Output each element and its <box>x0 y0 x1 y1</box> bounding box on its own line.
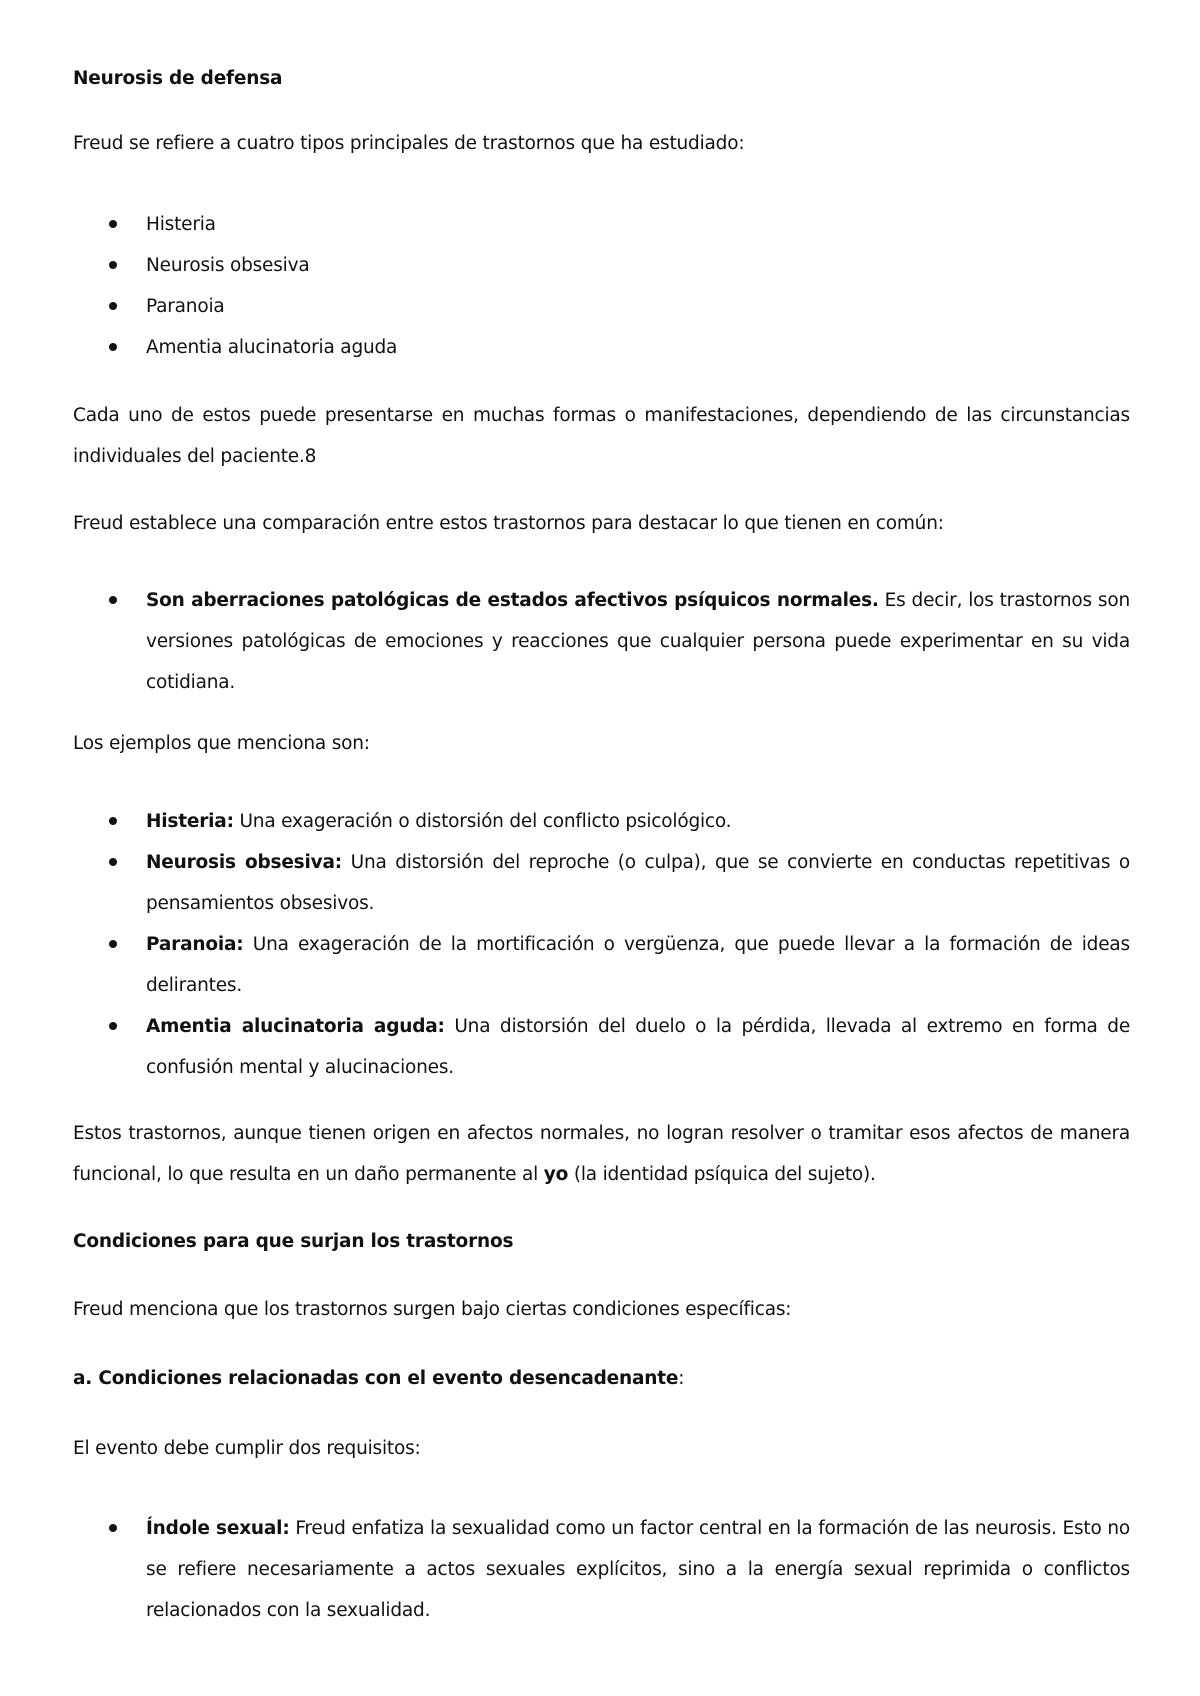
example-term: Histeria: <box>146 811 234 832</box>
requirement-text: Freud enfatiza la sexualidad como un factor central en la formación de las neurosis. Esto no se refiere necesariamente a actos sexuales explícitos, sino a la energía sexual reprimida o conflictos relacionados con la sexualidad. <box>146 1518 1130 1621</box>
list-item: Histeria <box>73 204 1130 245</box>
conditions-heading: Condiciones para que surjan los trastornos <box>73 1231 514 1252</box>
list-item <box>73 801 1130 842</box>
example-term: Neurosis obsesiva: <box>146 852 342 873</box>
examples-list <box>73 801 1130 1088</box>
list-item <box>73 1006 1130 1088</box>
common-feature-text: Es decir, los trastornos son versiones patológicas de emociones y reacciones que cualquier persona puede experimentar en su vida cotidiana. <box>146 590 1130 693</box>
bullet-icon <box>109 302 117 310</box>
list-item <box>73 842 1130 924</box>
bullet-icon <box>109 1524 117 1532</box>
event-heading: a. Condiciones relacionadas con el evento desencadenante: <box>73 1368 685 1389</box>
common-feature-term: Son aberraciones patológicas de estados afectivos psíquicos normales. <box>146 590 879 611</box>
list-item <box>73 924 1130 1006</box>
comparison-intro: Freud establece una comparación entre estos trastornos para destacar lo que tienen en común: <box>73 513 944 534</box>
bullet-icon <box>109 596 117 604</box>
event-intro: El evento debe cumplir dos requisitos: <box>73 1438 421 1459</box>
page-title: Neurosis de defensa <box>73 68 283 89</box>
list-item: Paranoia <box>73 286 1130 327</box>
list-item: Amentia alucinatoria aguda <box>73 327 1130 368</box>
example-text: Una exageración de la mortificación o vergüenza, que puede llevar a la formación de ideas delirantes. <box>146 934 1130 996</box>
requirements-list <box>73 1508 1130 1631</box>
disorder-types-list <box>73 204 1130 368</box>
bullet-icon <box>109 343 117 351</box>
yo-term: yo <box>543 1164 569 1185</box>
bullet-icon <box>109 261 117 269</box>
bullet-icon <box>109 817 117 825</box>
list-item <box>73 1508 1130 1631</box>
example-text: Una distorsión del duelo o la pérdida, llevada al extremo en forma de confusión mental y alucinaciones. <box>146 1016 1130 1078</box>
intro-paragraph: Freud se refiere a cuatro tipos principales de trastornos que ha estudiado: <box>73 133 745 154</box>
list-item <box>73 580 1130 703</box>
bullet-icon <box>109 220 117 228</box>
example-text: Una exageración o distorsión del conflicto psicológico. <box>233 811 732 832</box>
manifestations-paragraph: Cada uno de estos puede presentarse en muchas formas o manifestaciones, dependiendo de las circunstancias individuales del paciente.8 <box>73 405 1130 467</box>
example-term: Amentia alucinatoria aguda: <box>146 1016 445 1037</box>
common-feature-list <box>73 580 1130 703</box>
example-text: Una distorsión del reproche (o culpa), que se convierte en conductas repetitivas o pensamientos obsesivos. <box>146 852 1130 914</box>
example-term: Paranoia: <box>146 934 244 955</box>
requirement-term: Índole sexual: <box>146 1518 290 1539</box>
examples-intro: Los ejemplos que menciona son: <box>73 733 370 754</box>
bullet-icon <box>109 940 117 948</box>
bullet-icon <box>109 858 117 866</box>
conditions-intro: Freud menciona que los trastornos surgen bajo ciertas condiciones específicas: <box>73 1299 792 1320</box>
conclusion-paragraph: Estos trastornos, aunque tienen origen en afectos normales, no logran resolver o tramitar esos afectos de manera funcional, lo que resulta en un daño permanente al yo (la identidad psíquica del sujeto). <box>73 1123 1130 1185</box>
list-item: Neurosis obsesiva <box>73 245 1130 286</box>
bullet-icon <box>109 1022 117 1030</box>
